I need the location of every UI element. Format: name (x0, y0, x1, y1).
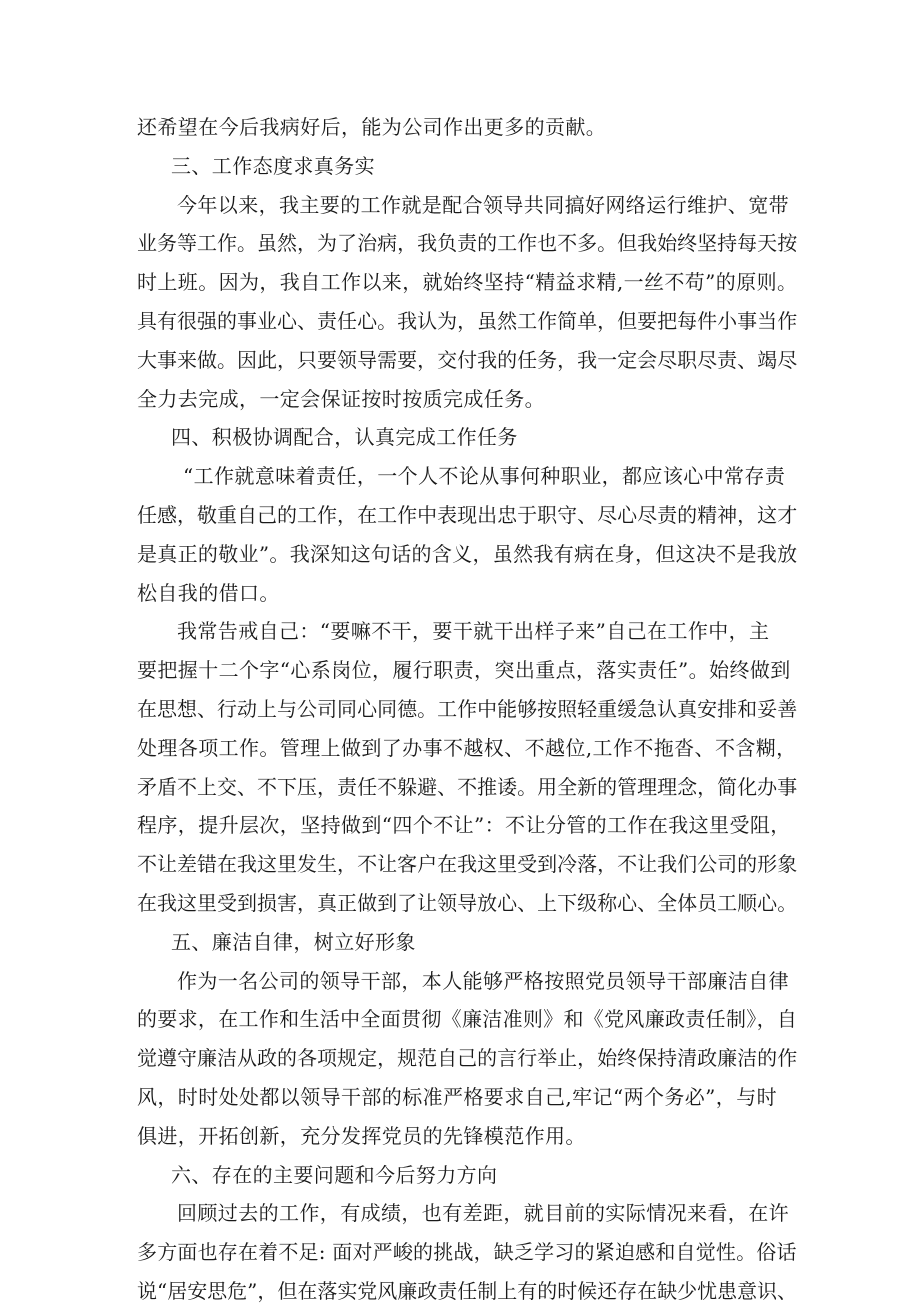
text-line: 程序，提升层次，坚持做到“四个不让”：不让分管的工作在我这里受阻， (137, 813, 791, 838)
document-body (137, 108, 797, 1311)
text-line: 我常告戒自己：“要嘛不干，要干就干出样子来”自己在工作中，主 (177, 619, 770, 644)
text-line: 是真正的敬业”。我深知这句话的含义，虽然我有病在身，但这决不是我放 (137, 541, 798, 566)
text-line: 不让差错在我这里发生，不让客户在我这里受到冷落，不让我们公司的形象 (137, 852, 798, 877)
text-line: 风，时时处处都以领导干部的标准严格要求自己,牢记“两个务必”，与时 (137, 1084, 778, 1109)
text-line: 在我这里受到损害，真正做到了让领导放心、上下级称心、全体员工顺心。 (137, 890, 798, 915)
section-heading: 四、积极协调配合，认真完成工作任务 (171, 425, 518, 450)
text-line: 的要求，在工作和生活中全面贯彻《廉洁准则》和《党风廉政责任制》，自 (137, 1007, 798, 1032)
section-heading: 三、工作态度求真务实 (171, 153, 375, 178)
text-line: 多方面也存在着不足: 面对严峻的挑战，缺乏学习的紧迫感和自觉性。俗话 (137, 1240, 797, 1265)
text-line: 今年以来，我主要的工作就是配合领导共同搞好网络运行维护、宽带 (177, 192, 789, 217)
text-line: 还希望在今后我病好后，能为公司作出更多的贡献。 (137, 115, 607, 139)
section-heading: 五、廉洁自律，树立好形象 (171, 929, 416, 954)
section-heading: 六、存在的主要问题和今后努力方向 (171, 1162, 498, 1187)
text-line: 回顾过去的工作，有成绩，也有差距，就目前的实际情况来看，在许 (177, 1201, 789, 1226)
text-line: 处理各项工作。管理上做到了办事不越权、不越位,工作不拖沓、不含糊， (137, 735, 797, 760)
text-line: 说“居安思危”，但在落实党风廉政责任制上有的时候还存在缺少忧患意识、 (137, 1278, 798, 1303)
text-line: 任感，敬重自己的工作，在工作中表现出忠于职守、尽心尽责的精神，这才 (137, 502, 798, 527)
text-line: 具有很强的事业心、责任心。我认为，虽然工作简单，但要把每件小事当作 (137, 308, 798, 333)
text-line: 业务等工作。虽然，为了治病，我负责的工作也不多。但我始终坚持每天按 (137, 231, 798, 256)
text-line: 大事来做。因此，只要领导需要，交付我的任务，我一定会尽职尽责、竭尽 (137, 347, 798, 372)
text-line: “工作就意味着责任，一个人不论从事何种职业，都应该心中常存责 (183, 464, 786, 489)
text-line: 要把握十二个字“心系岗位，履行职责，突出重点，落实责任”。始终做到 (137, 658, 791, 683)
text-line: 松自我的借口。 (137, 580, 280, 605)
text-line: 时上班。因为，我自工作以来，就始终坚持“精益求精,一丝不苟”的原则。 (137, 270, 798, 295)
text-line: 作为一名公司的领导干部，本人能够严格按照党员领导干部廉洁自律 (177, 968, 789, 993)
text-line: 矛盾不上交、不下压，责任不躲避、不推诿。用全新的管理理念，简化办事 (137, 774, 798, 799)
text-line: 全力去完成，一定会保证按时按质完成任务。 (137, 386, 545, 411)
text-line: 觉遵守廉洁从政的各项规定，规范自己的言行举止，始终保持清政廉洁的作 (137, 1046, 798, 1071)
text-line: 在思想、行动上与公司同心同德。工作中能够按照轻重缓急认真安排和妥善 (137, 696, 798, 721)
text-line: 俱进，开拓创新，充分发挥党员的先锋模范作用。 (137, 1123, 586, 1148)
